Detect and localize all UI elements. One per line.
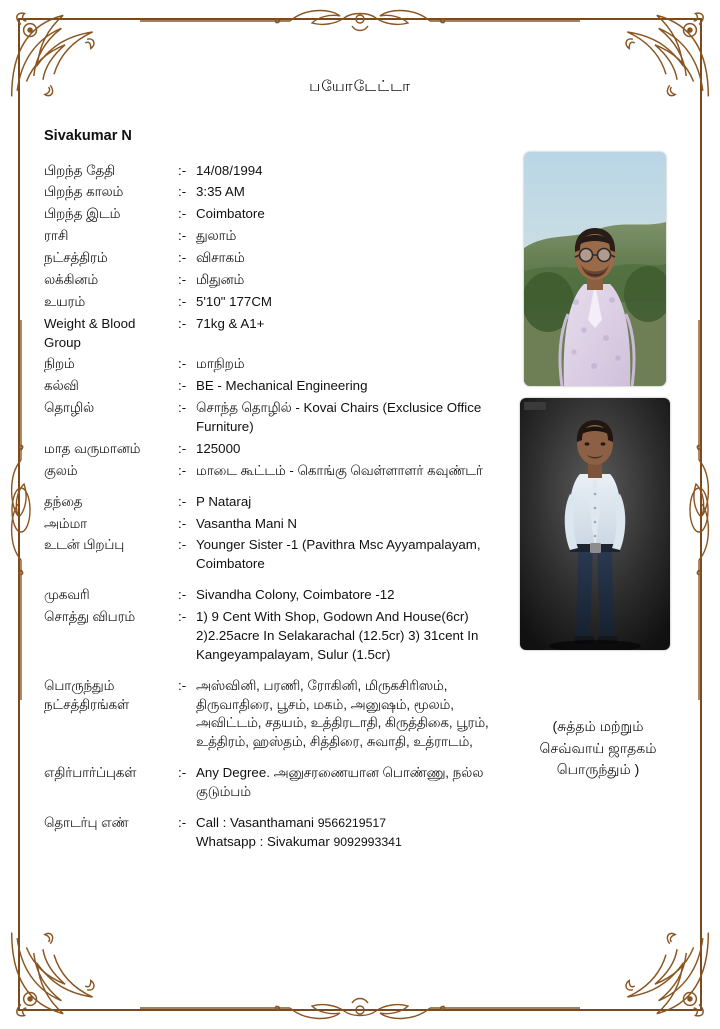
person-name: Sivakumar N (44, 128, 132, 144)
table-row (44, 513, 504, 535)
field-colon: :- (178, 537, 187, 553)
table-row (44, 354, 504, 376)
table-row (44, 269, 504, 291)
field-label: பிறந்த இடம் (44, 206, 121, 222)
field-value: Sivandha Colony, Coimbatore -12 (196, 587, 395, 603)
field-colon: :- (178, 765, 187, 781)
contact-call-line (196, 814, 504, 833)
field-colon: :- (178, 162, 187, 178)
edge-ornament-icon (140, 4, 580, 38)
contact-whatsapp-name: Whatsapp : Sivakumar (196, 833, 330, 849)
field-colon: :- (178, 356, 187, 372)
field-label: அம்மா (44, 515, 88, 531)
field-value: Coimbatore (196, 206, 265, 222)
field-label: Weight & Blood Group (44, 315, 136, 350)
field-colon: :- (178, 293, 187, 309)
field-value: விசாகம் (196, 250, 245, 265)
field-colon: :- (178, 440, 187, 456)
photo-portrait-studio (520, 398, 670, 650)
edge-ornament-icon (140, 991, 580, 1025)
field-value: சொந்த தொழில் - Kovai Chairs (Exclusice Office Furniture) (196, 400, 482, 434)
field-label: கல்வி (44, 378, 79, 394)
field-value: மாடை கூட்டம் - கொங்கு வெள்ளாளர் கவுண்டர் (196, 462, 483, 478)
field-value: மாநிறம் (196, 356, 245, 372)
field-colon: :- (178, 271, 187, 287)
table-row (44, 398, 504, 439)
field-colon: :- (178, 228, 187, 244)
contact-call-number[interactable]: 9566219517 (317, 815, 387, 830)
field-colon: :- (178, 677, 187, 693)
field-value: 125000 (196, 440, 241, 456)
astrology-note (500, 716, 696, 781)
field-label: சொத்து விபரம் (44, 609, 136, 624)
row-spacer (44, 803, 504, 812)
field-label: உடன் பிறப்பு (44, 537, 125, 553)
field-value: BE - Mechanical Engineering (196, 378, 368, 394)
field-colon: :- (178, 493, 187, 509)
table-row (44, 376, 504, 398)
edge-ornament-icon (682, 320, 716, 700)
photo-portrait-outdoor (524, 152, 666, 386)
table-row (44, 585, 504, 607)
note-line-2: செவ்வாய் ஜாதகம் (539, 739, 657, 756)
field-value: அஸ்வினி, பரணி, ரோகினி, மிருகசிரிஸம், திருவாதிரை, பூசம், மகம், அனுஷம், மூலம், அவிட்டம், சதயம், உத்திரடாதி, கிருத்திகை, பூரம், உத்திரம், ஹஸ்தம், சித்திரை, சுவாதி, உத்ராடம், (196, 677, 489, 750)
field-colon: :- (178, 587, 187, 603)
edge-ornament-icon (4, 320, 38, 700)
field-value: P Nataraj (196, 493, 252, 509)
table-row (44, 291, 504, 313)
table-row (44, 535, 504, 576)
field-colon: :- (178, 315, 187, 331)
field-label: பிறந்த காலம் (44, 184, 124, 200)
field-label: முகவரி (44, 587, 90, 603)
note-line-3: பொருந்தும் ) (556, 761, 640, 778)
field-label: உயரம் (44, 293, 86, 309)
note-line-1: (சுத்தம் மற்றும் (552, 718, 644, 734)
row-spacer (44, 482, 504, 491)
row-spacer (44, 754, 504, 763)
page-title: பயோடேட்டா (309, 78, 411, 95)
contact-call-name: Call : Vasanthamani (196, 814, 315, 830)
field-value: Any Degree. அனுசரணையான பொண்ணு, நல்ல குடும்பம் (196, 765, 484, 799)
biodata-details-table (44, 160, 504, 853)
field-colon: :- (178, 515, 187, 531)
field-label: மாத வருமானம் (44, 440, 141, 456)
field-value: மிதுனம் (196, 271, 245, 287)
field-value: 3:35 AM (196, 184, 245, 200)
field-label: ராசி (44, 228, 69, 244)
field-label: பொருந்தும் நட்சத்திரங்கள் (44, 677, 130, 712)
table-row (44, 607, 504, 667)
field-value: 5'10" 177CM (196, 293, 273, 309)
table-row (44, 675, 504, 754)
field-label: நிறம் (44, 356, 75, 372)
field-colon: :- (178, 206, 187, 222)
field-colon: :- (178, 400, 187, 416)
table-row (44, 313, 504, 354)
contact-colon: :- (178, 814, 187, 830)
field-colon: :- (178, 609, 187, 624)
field-value: 1) 9 Cent With Shop, Godown And House(6cr) 2)2.25acre In Selakarachal (12.5cr) 3) 31cent In Kangeyampalayam, Sulur (1.5cr) (196, 609, 479, 662)
table-row (44, 491, 504, 513)
field-label: பிறந்த தேதி (44, 162, 116, 178)
field-value: 71kg & A1+ (196, 315, 265, 331)
field-value: Younger Sister -1 (Pavithra Msc Ayyampalayam, Coimbatore (196, 537, 481, 572)
corner-ornament-icon (8, 929, 100, 1021)
field-label: நட்சத்திரம் (44, 250, 108, 265)
contact-label: தொடர்பு எண் (44, 814, 129, 830)
contact-values (196, 812, 504, 853)
table-row (44, 248, 504, 270)
table-row (44, 226, 504, 248)
row-spacer (44, 666, 504, 675)
field-colon: :- (178, 250, 187, 265)
field-colon: :- (178, 378, 187, 394)
table-row (44, 438, 504, 460)
field-label: லக்கினம் (44, 271, 99, 287)
field-label: எதிர்பார்ப்புகள் (44, 765, 137, 781)
corner-ornament-icon (620, 929, 712, 1021)
field-value: Vasantha Mani N (196, 515, 298, 531)
table-row (44, 160, 504, 182)
table-row-contact (44, 812, 504, 853)
field-colon: :- (178, 462, 187, 478)
field-value: துலாம் (196, 228, 237, 244)
table-row (44, 460, 504, 482)
field-label: தொழில் (44, 400, 95, 416)
contact-whatsapp-line (196, 833, 504, 852)
table-row (44, 763, 504, 804)
contact-whatsapp-number[interactable]: 9092993341 (333, 834, 402, 849)
field-label: குலம் (44, 462, 78, 478)
field-colon: :- (178, 184, 187, 200)
table-row (44, 204, 504, 226)
field-label: தந்தை (44, 493, 83, 509)
row-spacer (44, 576, 504, 585)
table-row (44, 182, 504, 204)
field-value: 14/08/1994 (196, 162, 263, 178)
